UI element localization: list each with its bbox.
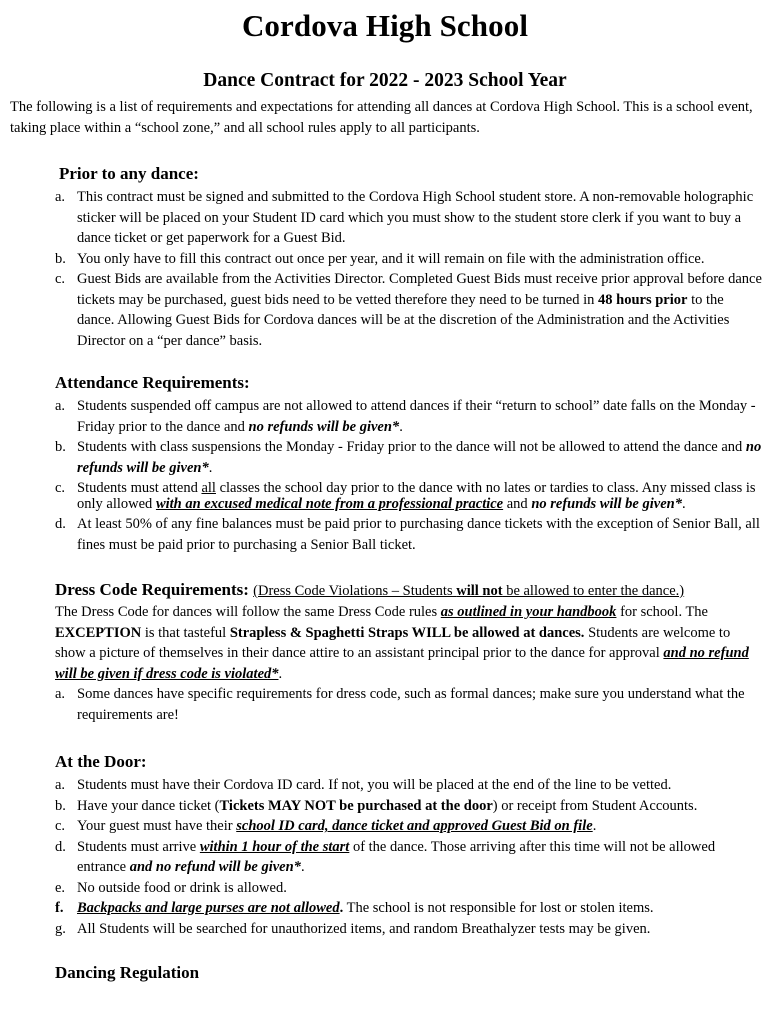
attendance-heading: Attendance Requirements: bbox=[55, 373, 250, 392]
page-title: Cordova High School bbox=[241, 8, 529, 43]
door-item-e: e. No outside food or drink is allowed. bbox=[55, 879, 287, 896]
attendance-item-d: d. At least 50% of any fine balances must be paid prior to purchasing dance tickets with the exception of Senior Ball, all fines must be paid prior to purchasing a Senior Ball ticket. bbox=[55, 516, 760, 553]
door-heading: At the Door: bbox=[55, 752, 147, 771]
door-item-b: b. Have your dance ticket (Tickets MAY NOT be purchased at the door) or receipt from Student Accounts. bbox=[55, 797, 698, 814]
prior-item-a: a. This contract must be signed and submitted to the Cordova High School student store. A non-removable holographic sticker will be placed on your Student ID card which you must show to the student store clerk if you want to buy a dance ticket or get paperwork for a Guest Bid. bbox=[55, 189, 754, 246]
door-item-d: d. Students must arrive within 1 hour of the start of the dance. Those arriving after this time will not be allowed entrance and no refund will be given*. bbox=[55, 838, 716, 875]
contract-subtitle: Dance Contract for 2022 - 2023 School Year bbox=[203, 70, 567, 91]
dress-paragraph: The Dress Code for dances will follow the same Dress Code rules as outlined in your handbook for school. The EXCEPTION is that tasteful Strapless & Spaghetti Straps WILL be allowed at dances. Students are welcome to show a picture of themselves in their dance attire to an assistant principal prior to the dance for approval and no refund will be given if dress code is violated*. bbox=[55, 604, 749, 682]
dancing-heading: Dancing Regulation bbox=[55, 963, 200, 982]
attendance-item-a: a. Students suspended off campus are not allowed to attend dances if their “return to school” date falls on the Monday - Friday prior to the dance and no refunds will be given*. bbox=[55, 398, 756, 435]
dress-list bbox=[55, 684, 763, 725]
attendance-item-b: b. Students with class suspensions the Monday - Friday prior to the dance will not be allowed to attend the dance and no refunds will be given*. bbox=[55, 439, 762, 476]
dress-heading: Dress Code Requirements: bbox=[55, 580, 249, 599]
dress-item-a: a. Some dances have specific requirements for dress code, such as formal dances; make sure you understand what the requirements are! bbox=[55, 686, 745, 723]
prior-item-b: b. You only have to fill this contract out once per year, and it will remain on file with the administration office. bbox=[55, 250, 705, 267]
door-item-c: c. Your guest must have their school ID card, dance ticket and approved Guest Bid on file. bbox=[55, 818, 597, 834]
attendance-list bbox=[55, 396, 763, 555]
intro-paragraph: The following is a list of requirements and expectations for attending all dances at Cordova High School. This is a school event, taking place within a “school zone,” and all school rules apply to all participants. bbox=[10, 99, 753, 136]
door-item-f: f. Backpacks and large purses are not allowed. The school is not responsible for lost or stolen items. bbox=[55, 900, 654, 916]
dress-note: (Dress Code Violations – Students will not be allowed to enter the dance.) bbox=[253, 583, 685, 599]
attendance-item-c: c. Students must attend all classes the school day prior to the dance with no lates or tardies to class. Any missed class is only allowed with an excused medical note from a professional practice and no refunds will be given*. bbox=[55, 480, 756, 512]
prior-heading: Prior to any dance: bbox=[59, 164, 199, 183]
door-item-g: g. All Students will be searched for unauthorized items, and random Breathalyzer tests may be given. bbox=[55, 920, 651, 937]
door-item-a: a. Students must have their Cordova ID card. If not, you will be placed at the end of the line to be vetted. bbox=[55, 777, 672, 793]
prior-list bbox=[55, 187, 763, 351]
prior-item-c: c. Guest Bids are available from the Activities Director. Completed Guest Bids must receive prior approval before dance tickets may be purchased, guest bids need to be vetted therefore they need to be turned in 48 hours prior to the dance. Allowing Guest Bids for Cordova dances will be at the discretion of the Administration and the Activities Director on a “per dance” basis. bbox=[55, 271, 762, 349]
dress-heading-line bbox=[55, 580, 763, 600]
door-list bbox=[55, 775, 763, 939]
